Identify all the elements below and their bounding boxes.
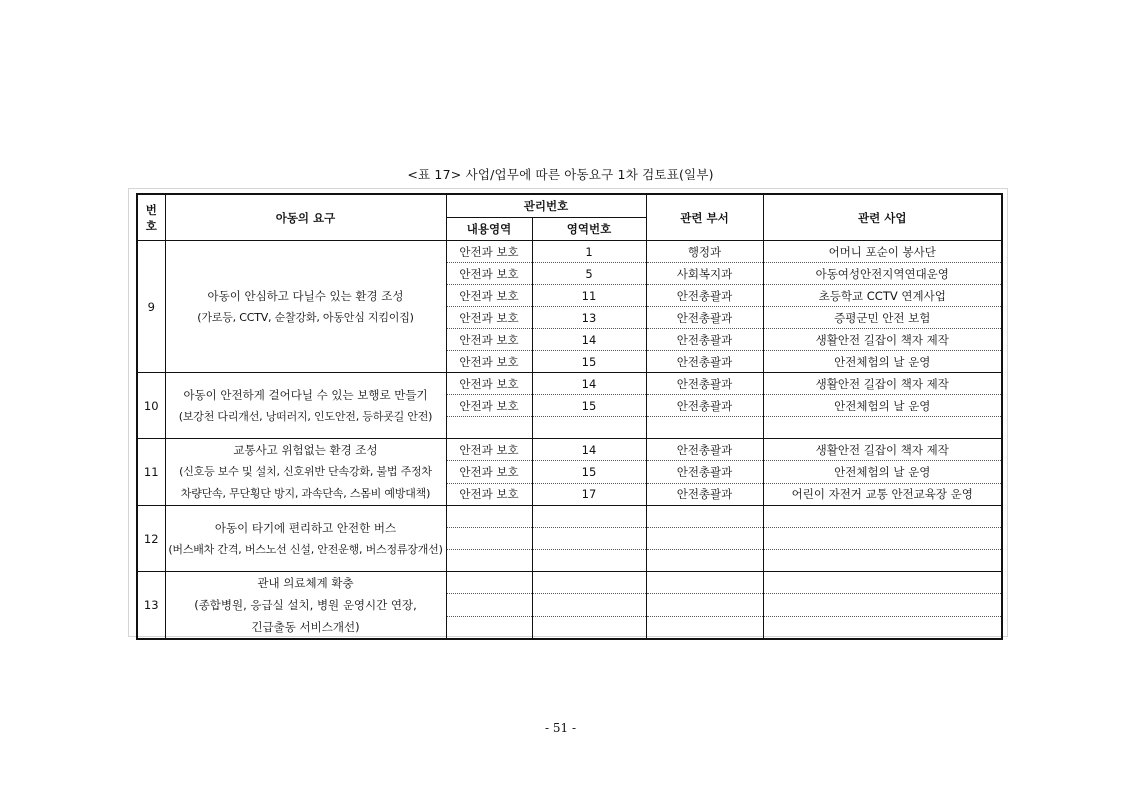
area-number-cell: 14 [532, 329, 646, 351]
content-area-cell [446, 616, 532, 639]
table-row [137, 241, 1002, 263]
project-cell [763, 594, 1002, 616]
area-number-cell: 13 [532, 307, 646, 329]
project-cell: 어린이 자전거 교통 안전교육장 운영 [763, 483, 1002, 505]
child-need-line: 긴급출동 서비스개선) [251, 620, 360, 634]
department-cell [646, 594, 763, 616]
area-number-cell: 15 [532, 461, 646, 483]
department-cell: 안전총괄과 [646, 307, 763, 329]
area-number-cell [532, 506, 646, 528]
project-cell [763, 616, 1002, 639]
department-cell: 사회복지과 [646, 263, 763, 285]
project-cell: 어머니 포순이 봉사단 [763, 241, 1002, 263]
table-row [137, 506, 1002, 528]
child-need-line: 관내 의료체계 확충 [257, 576, 354, 590]
content-area-cell: 안전과 보호 [446, 483, 532, 505]
child-need [165, 241, 446, 373]
child-need-line: (버스배차 간격, 버스노선 신설, 안전운행, 버스정류장개선) [168, 542, 443, 556]
header-number [137, 194, 165, 241]
project-cell [763, 506, 1002, 528]
department-cell [646, 572, 763, 594]
area-number-cell [532, 572, 646, 594]
row-number: 11 [137, 439, 165, 506]
table-row [137, 373, 1002, 395]
child-need [165, 506, 446, 572]
header-need: 아동의 요구 [165, 194, 446, 241]
content-area-cell: 안전과 보호 [446, 241, 532, 263]
department-cell: 안전총괄과 [646, 285, 763, 307]
department-cell [646, 550, 763, 572]
content-area-cell [446, 572, 532, 594]
area-number-cell: 17 [532, 483, 646, 505]
content-area-cell: 안전과 보호 [446, 307, 532, 329]
area-number-cell [532, 594, 646, 616]
child-need-line: 교통사고 위험없는 환경 조성 [233, 443, 378, 457]
content-area-cell: 안전과 보호 [446, 461, 532, 483]
project-cell: 아동여성안전지역연대운영 [763, 263, 1002, 285]
project-cell: 안전체험의 날 운영 [763, 461, 1002, 483]
department-cell: 안전총괄과 [646, 439, 763, 461]
project-cell: 증평군민 안전 보험 [763, 307, 1002, 329]
table-caption: <표 17> 사업/업무에 따른 아동요구 1차 검토표(일부) [407, 167, 714, 182]
department-cell [646, 417, 763, 439]
content-area-cell: 안전과 보호 [446, 439, 532, 461]
project-cell: 초등학교 CCTV 연계사업 [763, 285, 1002, 307]
project-cell [763, 550, 1002, 572]
header-dept: 관련 부서 [646, 194, 763, 241]
page-number: - 51 - [544, 721, 576, 735]
child-need-line: (종합병원, 응급실 설치, 병원 운영시간 연장, [194, 598, 417, 612]
child-need-line: (가로등, CCTV, 순찰강화, 아동안심 지킴이집) [197, 310, 414, 324]
area-number-cell [532, 550, 646, 572]
child-need-line: 차량단속, 무단횡단 방지, 과속단속, 스몸비 예방대책) [180, 487, 431, 500]
content-area-cell [446, 550, 532, 572]
content-area-cell [446, 528, 532, 550]
area-number-cell [532, 616, 646, 639]
department-cell [646, 616, 763, 639]
department-cell: 안전총괄과 [646, 351, 763, 373]
content-area-cell: 안전과 보호 [446, 395, 532, 417]
child-need [165, 439, 446, 506]
project-cell [763, 417, 1002, 439]
header-project: 관련 사업 [763, 194, 1002, 241]
content-area-cell: 안전과 보호 [446, 263, 532, 285]
department-cell: 행정과 [646, 241, 763, 263]
department-cell: 안전총괄과 [646, 461, 763, 483]
row-number: 10 [137, 373, 165, 439]
project-cell [763, 572, 1002, 594]
child-need [165, 373, 446, 439]
row-number: 9 [137, 241, 165, 373]
child-need-line: (신호등 보수 및 설치, 신호위반 단속강화, 불법 주정차 [179, 465, 432, 478]
content-area-cell [446, 594, 532, 616]
project-cell: 안전체험의 날 운영 [763, 351, 1002, 373]
table-body [137, 241, 1002, 640]
header-area: 내용영역 [446, 218, 532, 241]
area-number-cell: 14 [532, 439, 646, 461]
department-cell [646, 506, 763, 528]
area-number-cell: 15 [532, 351, 646, 373]
area-number-cell: 5 [532, 263, 646, 285]
table-row [137, 439, 1002, 461]
child-need-line: 아동이 안전하게 걸어다닐 수 있는 보행로 만들기 [183, 387, 428, 402]
area-number-cell: 15 [532, 395, 646, 417]
project-cell: 생활안전 길잡이 책자 제작 [763, 373, 1002, 395]
table-header [137, 194, 1002, 241]
project-cell [763, 528, 1002, 550]
content-area-cell [446, 417, 532, 439]
table-row [137, 572, 1002, 594]
area-number-cell: 11 [532, 285, 646, 307]
child-need-line: 아동이 타기에 편리하고 안전한 버스 [214, 520, 397, 535]
area-number-cell [532, 417, 646, 439]
department-cell: 안전총괄과 [646, 373, 763, 395]
content-area-cell: 안전과 보호 [446, 285, 532, 307]
project-cell: 생활안전 길잡이 책자 제작 [763, 439, 1002, 461]
row-number: 12 [137, 506, 165, 572]
header-number-top: 번 [145, 202, 157, 217]
header-number-bottom: 호 [145, 218, 157, 233]
content-area-cell: 안전과 보호 [446, 329, 532, 351]
project-cell: 생활안전 길잡이 책자 제작 [763, 329, 1002, 351]
department-cell: 안전총괄과 [646, 395, 763, 417]
row-number: 13 [137, 572, 165, 640]
area-number-cell: 14 [532, 373, 646, 395]
header-area-no: 영역번호 [532, 218, 646, 241]
content-area-cell: 안전과 보호 [446, 351, 532, 373]
child-need-line: 아동이 안심하고 다닐수 있는 환경 조성 [207, 288, 404, 303]
area-number-cell [532, 528, 646, 550]
project-cell: 안전체험의 날 운영 [763, 395, 1002, 417]
department-cell: 안전총괄과 [646, 329, 763, 351]
review-table [136, 193, 1003, 640]
department-cell: 안전총괄과 [646, 483, 763, 505]
child-need-line: (보강천 다리개선, 낭떠러지, 인도안전, 등하굣길 안전) [178, 409, 433, 423]
child-need [165, 572, 446, 640]
content-area-cell [446, 506, 532, 528]
department-cell [646, 528, 763, 550]
header-mgmt: 관리번호 [446, 194, 646, 218]
area-number-cell: 1 [532, 241, 646, 263]
content-area-cell: 안전과 보호 [446, 373, 532, 395]
